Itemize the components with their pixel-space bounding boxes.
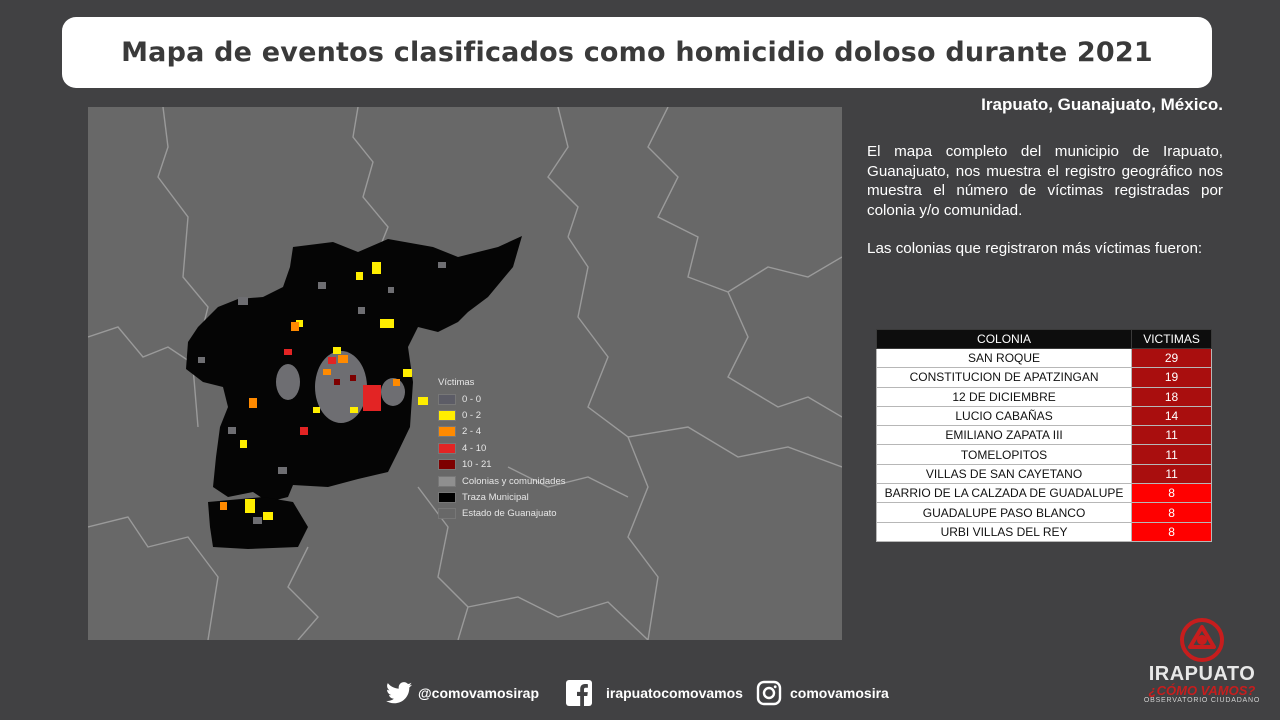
legend-swatch	[438, 476, 456, 487]
victimas-cell: 29	[1132, 349, 1212, 368]
colonia-cell: 12 DE DICIEMBRE	[877, 387, 1132, 406]
legend-label: Traza Municipal	[462, 492, 529, 504]
victimas-cell: 18	[1132, 387, 1212, 406]
facebook-handle: irapuatocomovamos	[606, 685, 743, 701]
table-row	[877, 349, 1212, 368]
legend-swatch	[438, 410, 456, 421]
column-header-colonia: COLONIA	[877, 330, 1132, 349]
location-heading: Irapuato, Guanajuato, México.	[981, 95, 1223, 114]
legend-swatch	[438, 443, 456, 454]
colonia-cell: GUADALUPE PASO BLANCO	[877, 503, 1132, 522]
legend-swatch	[438, 492, 456, 503]
legend-label: 2 - 4	[462, 426, 482, 438]
colonia-cell: BARRIO DE LA CALZADA DE GUADALUPE	[877, 484, 1132, 503]
column-header-victimas: VICTIMAS	[1132, 330, 1212, 349]
legend-item	[438, 424, 566, 440]
victimas-cell: 8	[1132, 503, 1212, 522]
facebook-link[interactable]	[566, 680, 743, 706]
table-header-row	[877, 330, 1212, 349]
victimas-cell: 11	[1132, 445, 1212, 464]
table-row	[877, 464, 1212, 483]
legend-label: 10 - 21	[462, 459, 492, 471]
colonia-cell: LUCIO CABAÑAS	[877, 406, 1132, 425]
legend-item	[438, 407, 566, 423]
instagram-icon	[756, 680, 782, 706]
legend-swatch	[438, 394, 456, 405]
legend-item	[438, 473, 566, 489]
table-row	[877, 406, 1212, 425]
legend-item	[438, 457, 566, 473]
legend-label: Estado de Guanajuato	[462, 508, 557, 520]
victims-table	[876, 329, 1212, 542]
table-row	[877, 503, 1212, 522]
page-title: Mapa de eventos clasificados como homicidio doloso durante 2021	[121, 37, 1153, 68]
victimas-cell: 19	[1132, 368, 1212, 387]
table-row	[877, 426, 1212, 445]
instagram-handle: comovamosira	[790, 685, 889, 701]
twitter-icon	[386, 682, 412, 704]
logo-subtitle: ¿CÓMO VAMOS?	[1148, 683, 1256, 698]
logo-emblem-icon	[1179, 617, 1225, 663]
table-row	[877, 484, 1212, 503]
victimas-cell: 14	[1132, 406, 1212, 425]
legend-item	[438, 489, 566, 505]
table-row	[877, 387, 1212, 406]
twitter-link[interactable]	[386, 680, 539, 706]
legend-swatch	[438, 426, 456, 437]
legend-label: 4 - 10	[462, 442, 487, 454]
victimas-cell: 11	[1132, 464, 1212, 483]
table-row	[877, 445, 1212, 464]
victimas-cell: 11	[1132, 426, 1212, 445]
instagram-link[interactable]	[756, 680, 889, 706]
colonia-cell: SAN ROQUE	[877, 349, 1132, 368]
legend-item	[438, 506, 566, 522]
legend-label: 0 - 2	[462, 410, 482, 422]
description-paragraph: Las colonias que registraron más víctimas fueron:	[867, 240, 1203, 257]
legend-label: 0 - 0	[462, 393, 482, 405]
colonia-cell: CONSTITUCION DE APATZINGAN	[877, 368, 1132, 387]
facebook-icon	[566, 680, 592, 706]
table-row	[877, 522, 1212, 541]
title-banner	[62, 17, 1212, 88]
colonia-cell: EMILIANO ZAPATA III	[877, 426, 1132, 445]
twitter-handle: @comovamosirap	[418, 685, 540, 701]
legend-item	[438, 440, 566, 456]
victimas-cell: 8	[1132, 522, 1212, 541]
logo-title: IRAPUATO	[1148, 663, 1256, 685]
map-panel[interactable]	[88, 107, 842, 640]
description-paragraph: El mapa completo del municipio de Irapuato, Guanajuato, nos muestra el registro geográfico nos muestra el número de víctimas registradas por colonia y/o comunidad.	[867, 143, 1223, 219]
victimas-cell: 8	[1132, 484, 1212, 503]
map-legend	[438, 377, 566, 522]
colonia-cell: VILLAS DE SAN CAYETANO	[877, 464, 1132, 483]
legend-title: Víctimas	[438, 377, 475, 388]
legend-swatch	[438, 508, 456, 519]
logo-tagline: OBSERVATORIO CIUDADANO	[1143, 697, 1261, 704]
observatorio-logo	[1138, 614, 1266, 714]
municipal-map	[88, 107, 842, 640]
legend-label: Colonias y comunidades	[462, 475, 566, 487]
colonia-cell: TOMELOPITOS	[877, 445, 1132, 464]
legend-swatch	[438, 459, 456, 470]
colonia-cell: URBI VILLAS DEL REY	[877, 522, 1132, 541]
legend-item	[438, 391, 566, 407]
table-row	[877, 368, 1212, 387]
description	[867, 142, 1223, 278]
